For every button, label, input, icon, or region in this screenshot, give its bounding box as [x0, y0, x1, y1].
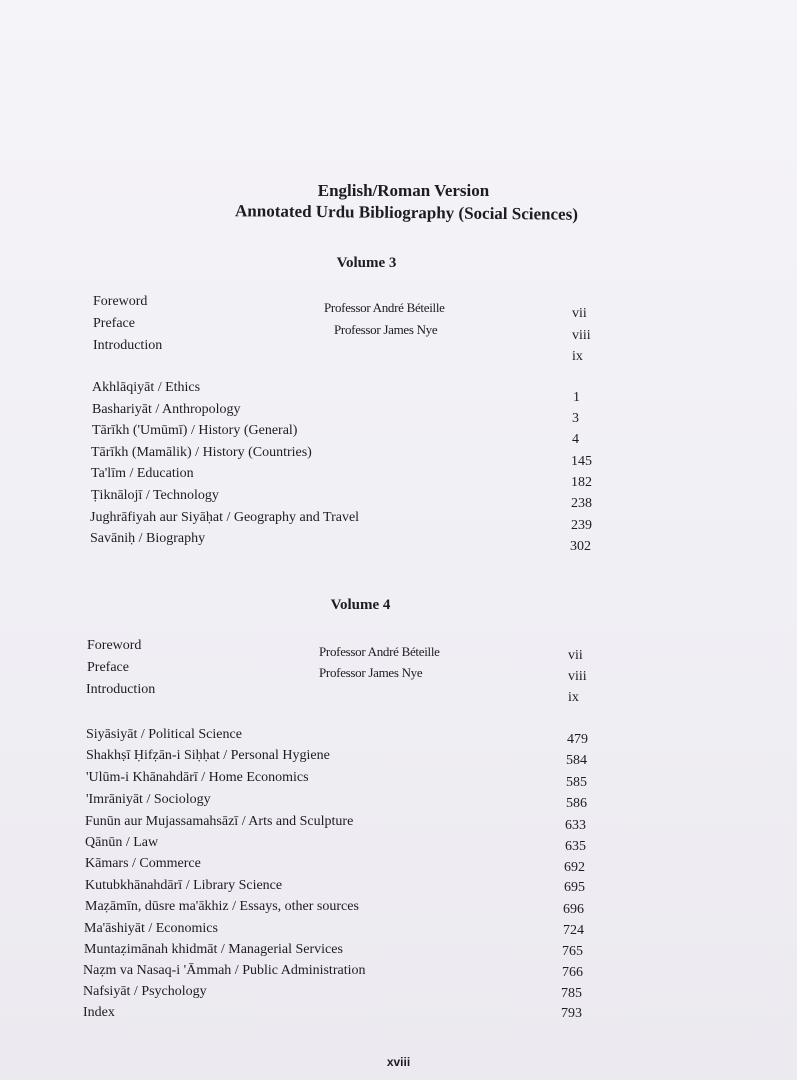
v3-introduction-page: ix — [572, 349, 583, 364]
v4-entry-label: 'Imrāniyāt / Sociology — [86, 792, 211, 807]
title-line-2: Annotated Urdu Bibliography (Social Sciences) — [234, 201, 579, 224]
v3-foreword-author: Professor André Béteille — [324, 300, 445, 315]
v3-front-label-foreword: Foreword — [93, 294, 148, 309]
volume-3-heading: Volume 3 — [336, 255, 397, 271]
v3-entry-label: Tārīkh ('Umūmī) / History (General) — [92, 423, 298, 438]
v3-entry-label: Ta'līm / Education — [91, 466, 194, 481]
v3-entry-label: Bashariyāt / Anthropology — [92, 402, 241, 417]
v4-entry-label: Index — [83, 1005, 115, 1020]
v4-entry-page: 696 — [563, 902, 584, 917]
v4-entry-label: Kutubkhānahdārī / Library Science — [85, 878, 283, 893]
v4-preface-page: viii — [568, 669, 587, 684]
v4-entry-label: Shakhṣī Ḥifẓān-i Siḥḥat / Personal Hygiene — [86, 748, 330, 763]
v3-front-label-introduction: Introduction — [93, 338, 163, 353]
v3-entry-page: 1 — [573, 390, 580, 405]
v4-front-label-preface: Preface — [87, 660, 129, 675]
v3-entry-page: 239 — [571, 518, 592, 533]
volume-4-heading: Volume 4 — [330, 597, 391, 613]
v4-entry-page: 793 — [561, 1006, 582, 1021]
v4-introduction-page: ix — [568, 690, 579, 705]
v3-entry-page: 302 — [570, 539, 591, 554]
v4-foreword-author: Professor André Béteille — [319, 644, 440, 659]
v3-front-label-preface: Preface — [93, 316, 135, 331]
v3-entry-page: 4 — [572, 432, 579, 447]
v4-entry-label: Maẓāmīn, dūsre ma'ākhiz / Essays, other sources — [85, 899, 359, 914]
v3-entry-page: 3 — [572, 411, 579, 426]
v3-entry-label: Savāniḥ / Biography — [90, 531, 206, 546]
v4-foreword-page: vii — [568, 648, 583, 663]
v4-front-label-foreword: Foreword — [87, 638, 142, 653]
title-line-1: English/Roman Version — [317, 181, 490, 200]
v4-entry-label: Nafsiyāt / Psychology — [83, 984, 207, 999]
v4-entry-label: Siyāsiyāt / Political Science — [86, 727, 242, 742]
v4-entry-page: 692 — [564, 860, 585, 875]
v4-entry-page: 785 — [561, 986, 582, 1001]
v4-entry-page: 724 — [563, 923, 584, 938]
v4-entry-page: 586 — [566, 796, 587, 811]
v3-preface-page: viii — [572, 328, 591, 343]
v4-entry-label: Kāmars / Commerce — [85, 856, 201, 871]
v4-entry-page: 635 — [565, 839, 586, 854]
v4-entry-page: 766 — [562, 965, 583, 980]
v4-entry-label: 'Ulūm-i Khānahdārī / Home Economics — [86, 770, 309, 785]
v4-preface-author: Professor James Nye — [319, 665, 423, 680]
v4-entry-label: Ma'āshiyāt / Economics — [84, 921, 218, 936]
v3-entry-label: Tārīkh (Mamālik) / History (Countries) — [91, 445, 312, 460]
v4-entry-label: Muntaẓimānah khidmāt / Managerial Services — [84, 942, 343, 957]
v4-front-label-introduction: Introduction — [86, 682, 156, 697]
v3-entry-page: 145 — [571, 454, 592, 469]
v3-foreword-page: vii — [572, 306, 587, 321]
v3-entry-label: Jughrāfiyah aur Siyāḥat / Geography and Travel — [90, 510, 360, 525]
v3-preface-author: Professor James Nye — [334, 322, 438, 337]
v4-entry-page: 584 — [566, 753, 587, 768]
v4-entry-page: 479 — [567, 732, 588, 747]
v4-entry-page: 695 — [564, 880, 585, 895]
v4-entry-label: Funūn aur Mujassamahsāzī / Arts and Sculpture — [85, 814, 354, 829]
v4-entry-page: 765 — [562, 944, 583, 959]
v3-entry-page: 182 — [571, 475, 592, 490]
v4-entry-label: Naẓm va Nasaq-i 'Āmmah / Public Administration — [83, 963, 366, 978]
v3-entry-page: 238 — [571, 496, 592, 511]
v3-entry-label: Ṭiknālojī / Technology — [91, 488, 219, 503]
footer-page-number: xviii — [386, 1055, 411, 1069]
v4-entry-label: Qānūn / Law — [85, 835, 159, 850]
v3-entry-label: Akhlāqiyāt / Ethics — [92, 380, 201, 395]
v4-entry-page: 585 — [566, 775, 587, 790]
v4-entry-page: 633 — [565, 818, 586, 833]
